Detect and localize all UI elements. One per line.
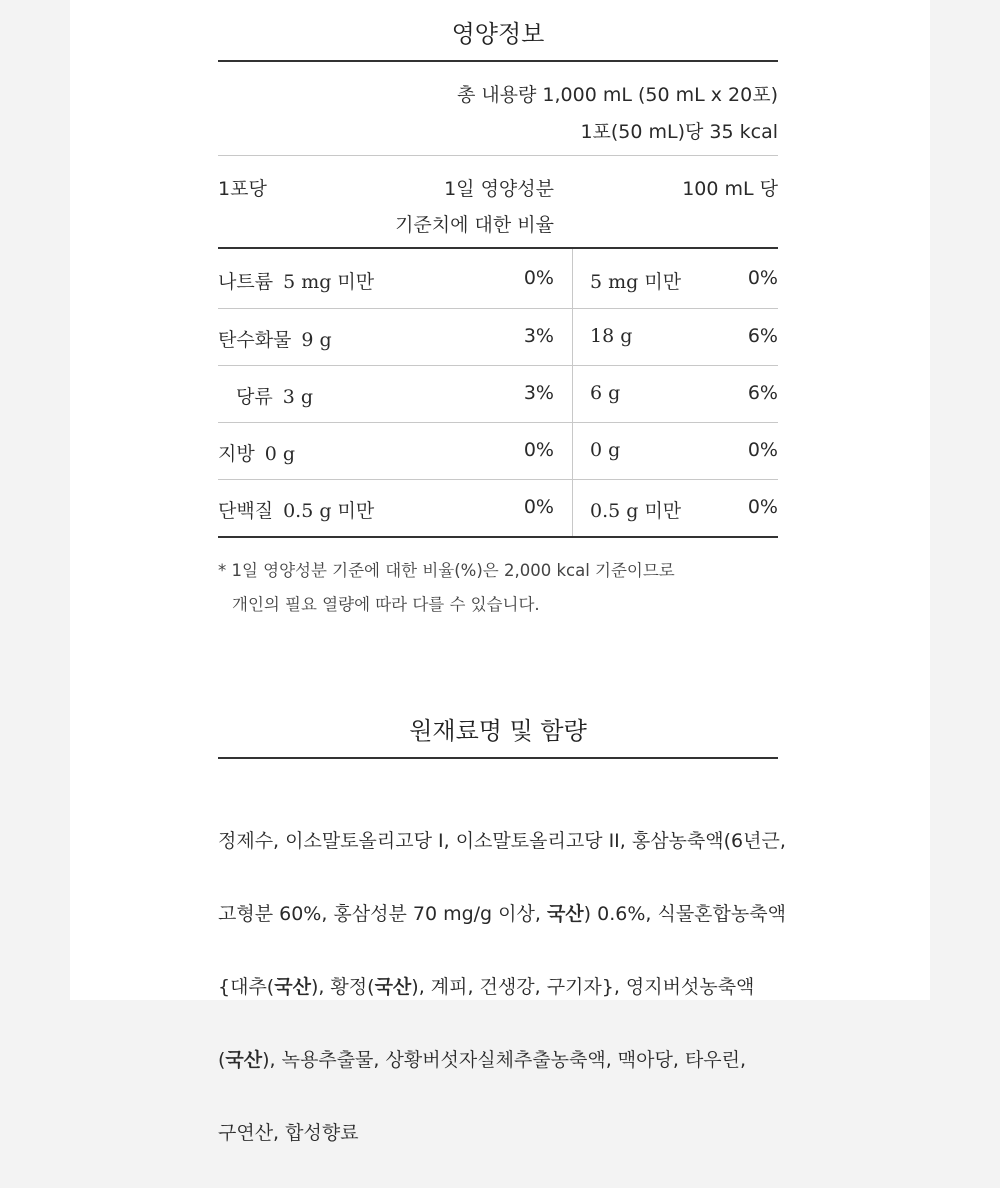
nutrient-amount-100ml: 18 g — [590, 325, 633, 347]
header-per-pack: 1포당 — [218, 178, 267, 200]
divider — [218, 155, 778, 156]
nutrient-pct-100ml: 0% — [747, 439, 778, 461]
origin-label: 국산 — [274, 975, 311, 998]
nutrition-title: 영양정보 — [451, 20, 545, 48]
nutrient-pct: 3% — [523, 382, 554, 404]
nutrient-name: 당류 3 g — [236, 386, 314, 408]
origin-label: 국산 — [546, 902, 584, 925]
nutrition-section — [218, 0, 786, 1144]
nutrient-pct: 0% — [523, 267, 554, 289]
ingredients-line: {대추(국산), 황정(국산), 계피, 건생강, 구기자}, 영지버섯농축액 — [218, 975, 755, 998]
nutrient-amount-100ml: 0.5 g 미만 — [590, 500, 682, 522]
nutrient-name: 탄수화물 9 g — [218, 329, 332, 351]
nutrient-amount-100ml: 0 g — [590, 439, 621, 461]
nutrient-row-sugars — [218, 366, 778, 423]
ingredients-title: 원재료명 및 함량 — [409, 717, 587, 745]
nutrient-pct-100ml: 0% — [747, 496, 778, 518]
ingredients-line: (국산), 녹용추출물, 상황버섯자실체추출농축액, 맥아당, 타우린, — [218, 1048, 747, 1071]
origin-label: 국산 — [225, 1048, 263, 1071]
ingredients-line: 정제수, 이소말토올리고당 I, 이소말토올리고당 II, 홍삼농축액(6년근, — [218, 829, 786, 852]
header-per-100ml: 100 mL 당 — [682, 178, 778, 200]
nutrient-pct-100ml: 6% — [747, 325, 778, 347]
content-card — [70, 0, 930, 1144]
ingredients-line: 구연산, 합성향료 — [218, 1121, 359, 1144]
header-divider — [218, 247, 778, 249]
header-daily-value-1: 1일 영양성분 — [444, 178, 554, 200]
nutrient-pct-100ml: 6% — [747, 382, 778, 404]
ingredients-line: 고형분 60%, 홍삼성분 70 mg/g 이상, 국산) 0.6%, 식물혼합농축액 — [218, 902, 786, 925]
nutrient-amount-100ml: 5 mg 미만 — [590, 271, 682, 293]
nutrient-pct-100ml: 0% — [747, 267, 778, 289]
nutrient-row-fat — [218, 423, 778, 480]
nutrient-pct: 0% — [523, 439, 554, 461]
nutrient-name: 나트륨 5 mg 미만 — [218, 271, 375, 293]
nutrient-row-carbohydrate — [218, 309, 778, 366]
total-volume: 총 내용량 1,000 mL (50 mL x 20포) — [456, 84, 778, 106]
footnote-line-2: 개인의 필요 열량에 따라 다를 수 있습니다. — [232, 595, 540, 614]
nutrient-row-protein — [218, 480, 778, 537]
nutrient-row-sodium — [218, 251, 778, 308]
origin-label: 국산 — [374, 975, 412, 998]
calories-per-pack: 1포(50 mL)당 35 kcal — [580, 121, 778, 143]
footnote-line-1: * 1일 영양성분 기준에 대한 비율(%)은 2,000 kcal 기준이므로 — [218, 561, 675, 580]
nutrient-pct: 3% — [523, 325, 554, 347]
ingredients-divider — [218, 757, 778, 759]
nutrient-name: 단백질 0.5 g 미만 — [218, 500, 375, 522]
nutrient-amount-100ml: 6 g — [590, 382, 621, 404]
ingredients-text — [218, 786, 788, 1188]
table-bottom-divider — [218, 536, 778, 538]
header-daily-value-2: 기준치에 대한 비율 — [395, 214, 554, 236]
nutrient-name: 지방 0 g — [218, 443, 296, 465]
nutrient-pct: 0% — [523, 496, 554, 518]
title-divider — [218, 60, 778, 62]
